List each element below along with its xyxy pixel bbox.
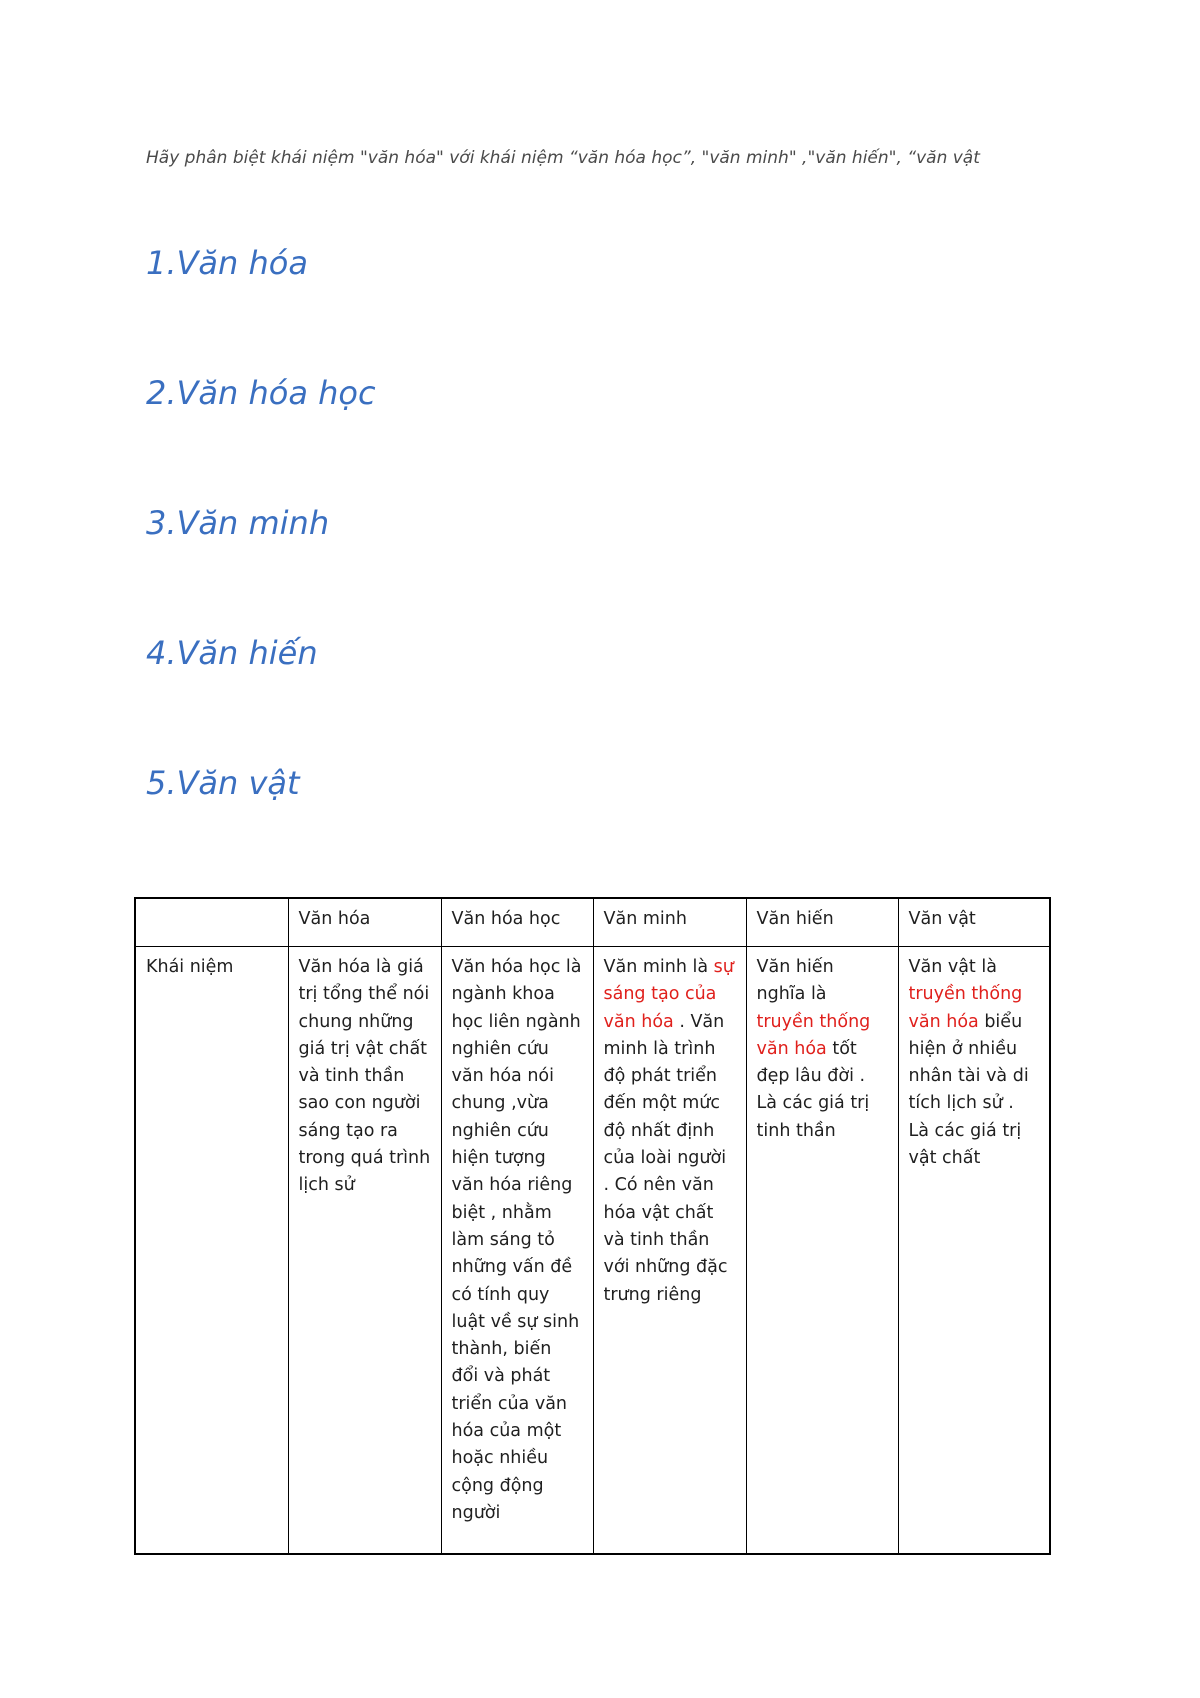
cell-van-hoa: Văn hóa là giá trị tổng thể nói chung những giá trị vật chất và tinh thần sao con người sáng tạo ra trong quá trình lịch sử [288, 947, 441, 1555]
comparison-table [134, 897, 1051, 1555]
cell-van-minh-highlight: sự sáng tạo của văn hóa [603, 957, 734, 1032]
row-label-khai-niem: Khái niệm [135, 947, 288, 1555]
cell-van-vat-text-2: biểu hiện ở nhiều nhân tài và di tích lịch sử . Là các giá trị vật chất [908, 1011, 1029, 1169]
cell-van-vat [898, 947, 1050, 1555]
header-cell-van-minh: Văn minh [593, 898, 746, 947]
header-cell-van-hoa-hoc: Văn hóa học [441, 898, 593, 947]
header-cell-van-vat: Văn vật [898, 898, 1050, 947]
cell-van-minh-text-1: Văn minh là [603, 957, 714, 977]
cell-van-vat-highlight: truyền thống văn hóa [908, 984, 1023, 1032]
heading-van-vat: 5.Văn vật [146, 764, 300, 802]
heading-van-hien: 4.Văn hiến [146, 634, 318, 672]
cell-van-hoa-hoc: Văn hóa học là ngành khoa học liên ngành nghiên cứu văn hóa nói chung ,vừa nghiên cứu hiện tượng văn hóa riêng biệt , nhằm làm sáng tỏ những vấn đề có tính quy luật về sự sinh thành, biến đổi và phát triển của văn hóa của một hoặc nhiều cộng động người [441, 947, 593, 1555]
table-row-khai-niem [135, 947, 1050, 1555]
cell-van-vat-text-1: Văn vật là [908, 957, 997, 977]
cell-van-hien-text-2: tốt đẹp lâu đời . Là các giá trị tinh thần [756, 1038, 870, 1141]
cell-van-minh [593, 947, 746, 1555]
cell-van-hien [746, 947, 898, 1555]
header-cell-van-hoa: Văn hóa [288, 898, 441, 947]
heading-van-minh: 3.Văn minh [146, 504, 330, 542]
heading-van-hoa: 1.Văn hóa [146, 244, 308, 282]
cell-van-hien-highlight: truyền thống văn hóa [756, 1011, 871, 1059]
heading-van-hoa-hoc: 2.Văn hóa học [146, 374, 376, 412]
header-cell-empty [135, 898, 288, 947]
page-subtitle: Hãy phân biệt khái niệm "văn hóa" với khái niệm “văn hóa học”, "văn minh" ,"văn hiến", “văn vật [146, 148, 980, 168]
cell-van-minh-text-2: . Văn minh là trình độ phát triển đến một mức độ nhất định của loài người . Có nên văn hóa vật chất và tinh thần với những đặc trưng riêng [603, 1011, 728, 1305]
table-header-row [135, 898, 1050, 947]
header-cell-van-hien: Văn hiến [746, 898, 898, 947]
cell-van-hien-text-1: Văn hiến nghĩa là [756, 957, 834, 1005]
